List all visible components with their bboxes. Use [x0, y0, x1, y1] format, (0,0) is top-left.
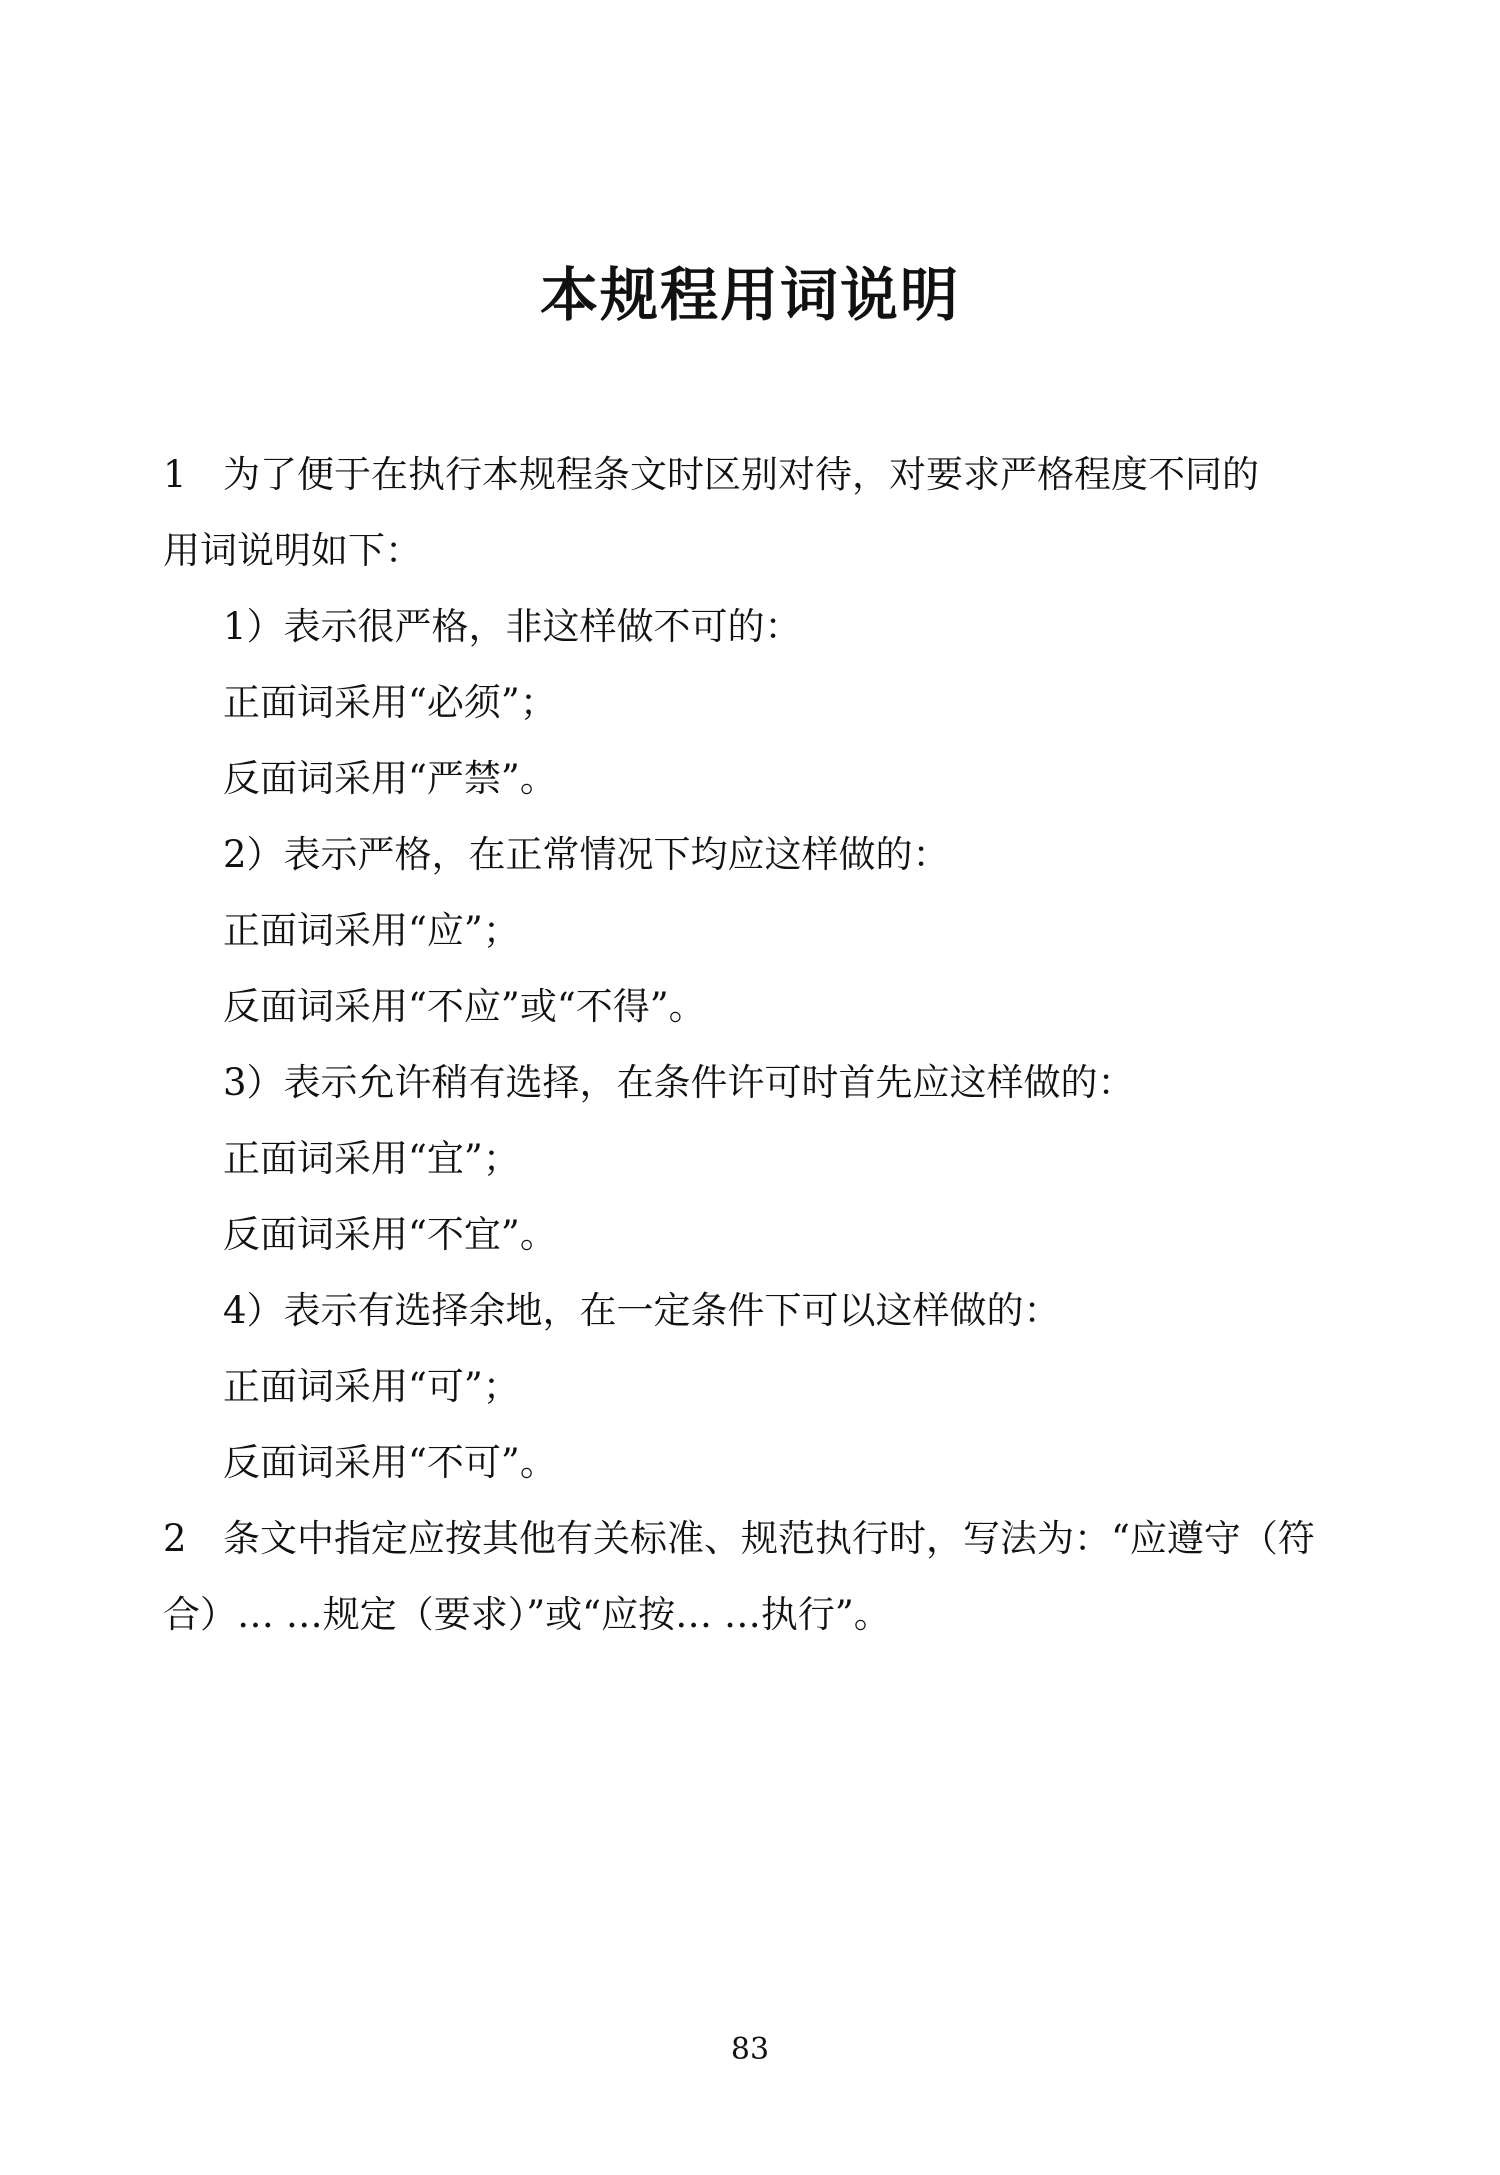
level-3-negative: 反面词采用“不宜”。 [223, 1213, 557, 1256]
item-1-line-2: 用词说明如下： [163, 529, 422, 572]
item-1-line-1 [163, 437, 1353, 513]
level-3-positive: 正面词采用“宜”； [223, 1137, 520, 1180]
item-1-number: 1 [163, 453, 187, 496]
level-4-negative: 反面词采用“不可”。 [223, 1441, 557, 1484]
level-2-negative: 反面词采用“不应”或“不得”。 [223, 985, 706, 1028]
level-1-negative: 反面词采用“严禁”。 [223, 757, 557, 800]
level-4-positive: 正面词采用“可”； [223, 1365, 520, 1408]
item-2-line-1 [163, 1501, 1353, 1577]
level-2-heading: 2）表示严格，在正常情况下均应这样做的： [223, 833, 950, 876]
level-1-positive: 正面词采用“必须”； [223, 681, 557, 724]
level-3-heading: 3）表示允许稍有选择，在条件许可时首先应这样做的： [223, 1061, 1135, 1104]
document-body [163, 437, 1353, 1653]
level-1-heading: 1）表示很严格，非这样做不可的： [223, 605, 802, 648]
item-2-line-2: 合）… …规定（要求）”或“应按… …执行”。 [163, 1593, 891, 1636]
item-2-number: 2 [163, 1517, 187, 1560]
item-2-text: 条文中指定应按其他有关标准、规范执行时，写法为：“应遵守（符 [223, 1517, 1315, 1560]
level-2-positive: 正面词采用“应”； [223, 909, 520, 952]
page-number: 83 [730, 2032, 770, 2067]
item-1-text: 为了便于在执行本规程条文时区别对待，对要求严格程度不同的 [223, 453, 1259, 496]
page-title: 本规程用词说明 [539, 261, 960, 329]
level-4-heading: 4）表示有选择余地，在一定条件下可以这样做的： [223, 1289, 1061, 1332]
